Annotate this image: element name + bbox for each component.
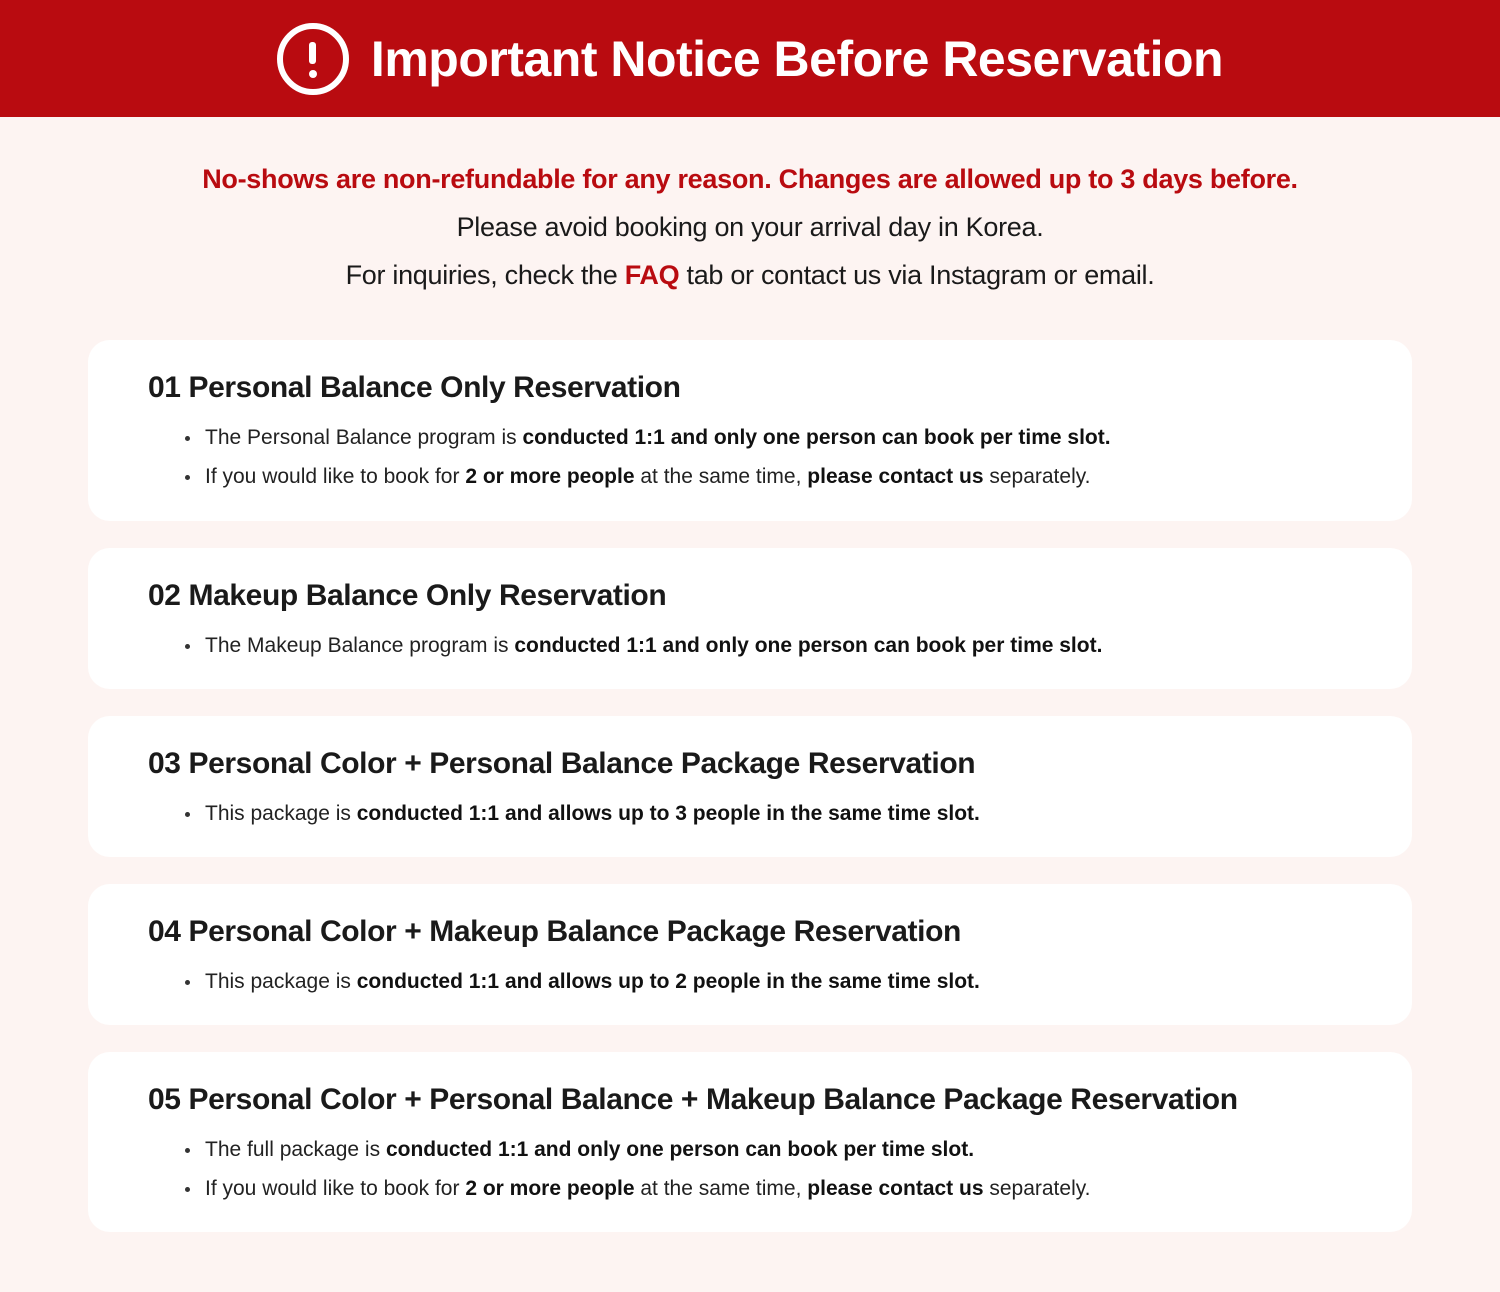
card-color-personal-package xyxy=(88,716,1412,857)
card-title: 04 Personal Color + Makeup Balance Package Reservation xyxy=(148,915,961,948)
faq-link[interactable]: FAQ xyxy=(624,260,680,290)
list-item: This package is conducted 1:1 and allows up to 2 people in the same time slot. xyxy=(148,968,1352,996)
list-item: The full package is conducted 1:1 and only one person can book per time slot. xyxy=(148,1136,1352,1164)
card-color-makeup-package xyxy=(88,884,1412,1025)
inquiry-note: For inquiries, check the FAQ tab or contact us via Instagram or email. xyxy=(345,260,1155,290)
exclamation-circle-icon xyxy=(277,23,349,95)
list-item: If you would like to book for 2 or more people at the same time, please contact us separately. xyxy=(148,1175,1352,1203)
card-title: 03 Personal Color + Personal Balance Package Reservation xyxy=(148,747,976,780)
list-item: The Personal Balance program is conducted 1:1 and only one person can book per time slot. xyxy=(148,424,1352,452)
card-title: 05 Personal Color + Personal Balance + Makeup Balance Package Reservation xyxy=(148,1083,1238,1116)
reservation-cards xyxy=(0,340,1500,1232)
card-title: 02 Makeup Balance Only Reservation xyxy=(148,579,667,612)
card-makeup-balance xyxy=(88,548,1412,689)
intro-section xyxy=(0,117,1500,293)
no-show-alert: No-shows are non-refundable for any reason. Changes are allowed up to 3 days before. xyxy=(202,164,1298,194)
card-title: 01 Personal Balance Only Reservation xyxy=(148,371,681,404)
list-item: If you would like to book for 2 or more people at the same time, please contact us separately. xyxy=(148,463,1352,491)
arrival-day-note: Please avoid booking on your arrival day in Korea. xyxy=(456,212,1044,242)
card-personal-balance xyxy=(88,340,1412,521)
card-full-package xyxy=(88,1052,1412,1232)
list-item: The Makeup Balance program is conducted 1:1 and only one person can book per time slot. xyxy=(148,632,1352,660)
list-item: This package is conducted 1:1 and allows up to 3 people in the same time slot. xyxy=(148,800,1352,828)
notice-header xyxy=(0,0,1500,117)
page-title: Important Notice Before Reservation xyxy=(370,30,1224,87)
